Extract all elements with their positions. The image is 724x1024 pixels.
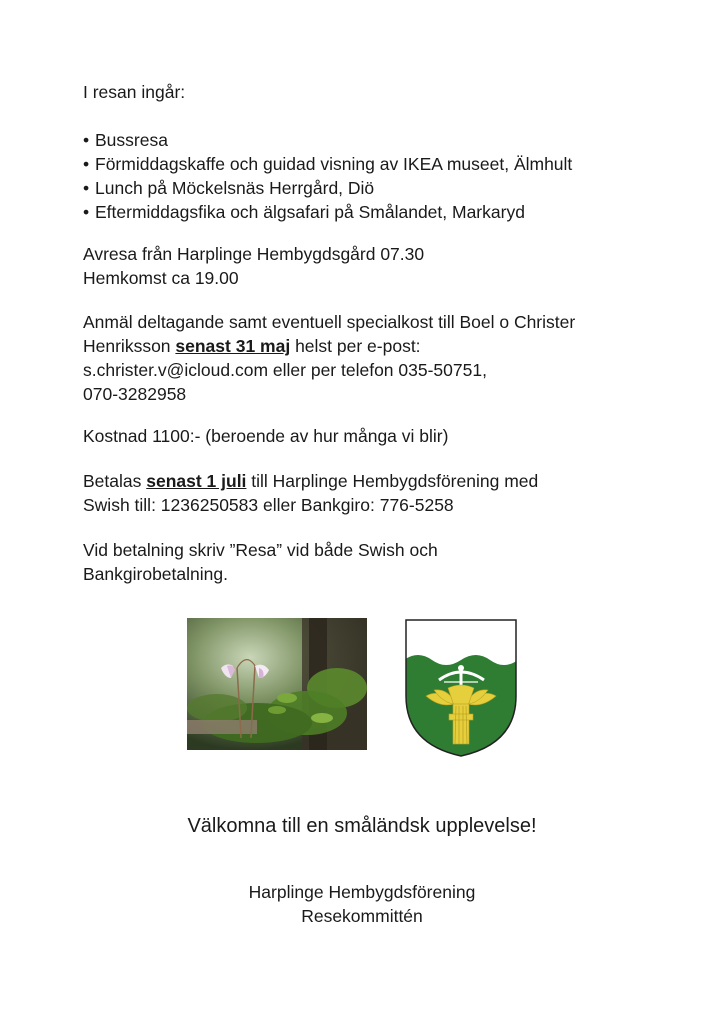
signature: [0, 880, 724, 928]
flower-photo: [187, 618, 367, 750]
payment-section: [83, 469, 683, 517]
payment-note-line-2: Bankgirobetalning.: [83, 564, 228, 584]
includes-heading: I resan ingår:: [83, 82, 186, 102]
registration-line-2: [83, 334, 683, 358]
payment-deadline: senast 1 juli: [146, 471, 247, 491]
list-item: • Förmiddagskaffe och guidad visning av IKEA museet, Älmhult: [83, 152, 683, 176]
payment-line-1: [83, 469, 683, 493]
coat-of-arms-image: [404, 618, 518, 758]
flower-photo-image: [187, 618, 367, 750]
payment-text: till Harplinge Hembygdsförening med: [246, 471, 539, 491]
registration-contact: s.christer.v@icloud.com eller per telefon 035-50751,: [83, 360, 487, 380]
departure-text: Avresa från Harplinge Hembygdsgård 07.30: [83, 244, 425, 264]
committee-name: Resekommittén: [301, 906, 423, 926]
payment-note-line-1: Vid betalning skriv ”Resa” vid både Swish och: [83, 540, 438, 560]
cost-section: [83, 424, 683, 448]
cost-text: Kostnad 1100:- (beroende av hur många vi blir): [83, 426, 449, 446]
registration-text: helst per e-post:: [290, 336, 421, 356]
includes-section: [83, 80, 683, 224]
includes-list: [83, 128, 683, 224]
schedule-section: [83, 242, 683, 290]
list-item: • Bussresa: [83, 128, 683, 152]
welcome-message: Välkomna till en småländsk upplevelse!: [187, 815, 537, 837]
list-item: • Lunch på Möckelsnäs Herrgård, Diö: [83, 176, 683, 200]
registration-deadline: senast 31 maj: [175, 336, 291, 356]
payment-text: Betalas: [83, 471, 147, 491]
organization-name: Harplinge Hembygdsförening: [248, 882, 476, 902]
registration-line-1: Anmäl deltagande samt eventuell specialkost till Boel o Christer: [83, 312, 576, 332]
return-text: Hemkomst ca 19.00: [83, 268, 239, 288]
payment-note-section: [83, 538, 683, 586]
payment-details: Swish till: 1236250583 eller Bankgiro: 776-5258: [83, 495, 454, 515]
coat-of-arms: [404, 618, 518, 758]
registration-text: Henriksson: [83, 336, 176, 356]
registration-phone: 070-3282958: [83, 384, 187, 404]
registration-section: [83, 310, 683, 406]
spacer: [83, 104, 683, 128]
list-item: • Eftermiddagsfika och älgsafari på Smålandet, Markaryd: [83, 200, 683, 224]
